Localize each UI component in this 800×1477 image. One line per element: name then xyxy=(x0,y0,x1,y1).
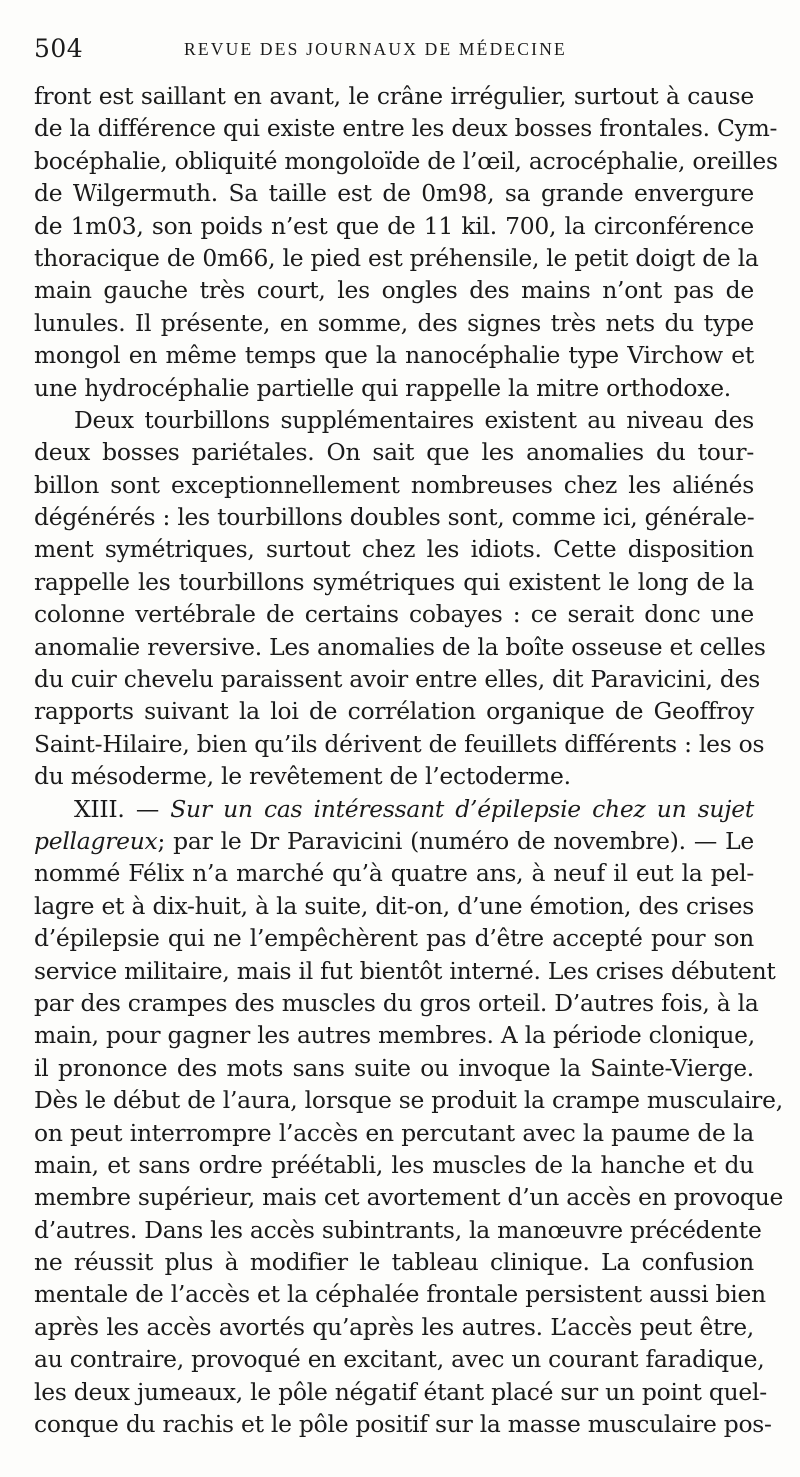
text-line xyxy=(34,922,754,954)
text-segment: dégénérés : les tourbillons doubles sont, comme ici, générale- xyxy=(34,503,755,532)
text-line xyxy=(34,1376,767,1408)
text-line xyxy=(34,307,754,339)
text-segment: conque du rachis et le pôle positif sur la masse musculaire pos- xyxy=(34,1410,772,1439)
text-line xyxy=(34,598,754,630)
text-line xyxy=(34,566,754,598)
text-segment: une hydrocéphalie partielle qui rappelle la mitre orthodoxe. xyxy=(34,373,731,402)
text-segment: main gauche très court, les ongles des mains n’ont pas de xyxy=(34,276,754,305)
text-segment: il prononce des mots sans suite ou invoque la Sainte-Vierge. xyxy=(34,1053,754,1082)
text-segment: XIII. — xyxy=(74,794,171,823)
text-line xyxy=(34,1181,784,1213)
text-segment: de la différence qui existe entre les deux bosses frontales. Cym- xyxy=(34,114,778,143)
text-line xyxy=(34,242,759,274)
text-line xyxy=(34,728,765,760)
text-line xyxy=(34,210,754,242)
text-segment: après les accès avortés qu’après les autres. L’accès peut être, xyxy=(34,1312,754,1341)
text-line xyxy=(34,533,754,565)
text-line xyxy=(34,1117,754,1149)
text-segment: lunules. Il présente, en somme, des signes très nets du type xyxy=(34,308,754,337)
text-line xyxy=(34,1278,766,1310)
text-segment: Deux tourbillons supplémentaires existent au niveau des xyxy=(74,405,754,434)
text-line xyxy=(34,469,754,501)
text-line xyxy=(34,1149,754,1181)
text-line xyxy=(34,695,754,727)
text-segment: Saint-Hilaire, bien qu’ils dérivent de feuillets différents : les os xyxy=(34,729,765,758)
text-segment: de 1m03, son poids n’est que de 11 kil. 700, la circonférence xyxy=(34,211,754,240)
text-segment: on peut interrompre l’accès en percutant avec la paume de la xyxy=(34,1118,754,1147)
text-segment: ment symétriques, surtout chez les idiots. Cette disposition xyxy=(34,535,754,564)
italic-text: pellagreux xyxy=(34,826,158,855)
text-segment: deux bosses pariétales. On sait que les anomalies du tour- xyxy=(34,438,754,467)
text-segment: ne réussit plus à modifier le tableau clinique. La confusion xyxy=(34,1248,754,1277)
text-line xyxy=(34,890,754,922)
text-line xyxy=(34,1408,772,1440)
text-line xyxy=(34,631,766,663)
page-header xyxy=(34,34,774,68)
text-segment: nommé Félix n’a marché qu’à quatre ans, à neuf il eut la pel- xyxy=(34,859,754,888)
text-line xyxy=(34,1343,765,1375)
text-segment: ; par le Dr Paravicini (numéro de novembre). — Le xyxy=(157,826,754,855)
text-segment: du mésoderme, le revêtement de l’ectoderme. xyxy=(34,762,571,791)
italic-text: Sur un cas intéressant d’épilepsie chez un sujet xyxy=(170,794,754,823)
text-line xyxy=(34,987,759,1019)
text-segment: rappelle les tourbillons symétriques qui existent le long de la xyxy=(34,567,754,596)
text-segment: d’épilepsie qui ne l’empêchèrent pas d’être accepté pour son xyxy=(34,924,754,953)
text-segment: au contraire, provoqué en excitant, avec un courant faradique, xyxy=(34,1345,765,1374)
page-number: 504 xyxy=(34,34,84,63)
text-line xyxy=(34,436,754,468)
text-segment: membre supérieur, mais cet avortement d’un accès en provoque xyxy=(34,1183,784,1212)
text-line xyxy=(34,404,754,436)
text-line xyxy=(34,80,754,112)
text-segment: bocéphalie, obliquité mongoloïde de l’œil, acrocéphalie, oreilles xyxy=(34,146,778,175)
text-line xyxy=(34,1311,754,1343)
text-line xyxy=(34,1084,783,1116)
text-segment: billon sont exceptionnellement nombreuses chez les aliénés xyxy=(34,470,754,499)
text-line xyxy=(34,793,754,825)
text-segment: front est saillant en avant, le crâne irrégulier, surtout à cause xyxy=(34,82,754,110)
body-text xyxy=(34,80,784,1440)
text-segment: Dès le début de l’aura, lorsque se produit la crampe musculaire, xyxy=(34,1086,783,1115)
text-segment: main, pour gagner les autres membres. A la période clonique, xyxy=(34,1021,755,1050)
text-line xyxy=(34,1214,762,1246)
text-segment: main, et sans ordre préétabli, les muscles de la hanche et du xyxy=(34,1150,754,1179)
text-segment: anomalie reversive. Les anomalies de la boîte osseuse et celles xyxy=(34,632,766,661)
text-segment: colonne vertébrale de certains cobayes : ce serait donc une xyxy=(34,600,754,629)
text-line xyxy=(34,501,754,533)
text-segment: mongol en même temps que la nanocéphalie type Virchow et xyxy=(34,341,754,370)
text-line xyxy=(34,339,754,371)
text-segment: rapports suivant la loi de corrélation organique de Geoffroy xyxy=(34,697,754,726)
text-line xyxy=(34,760,754,792)
text-line xyxy=(34,955,776,987)
text-segment: par des crampes des muscles du gros orteil. D’autres fois, à la xyxy=(34,988,759,1017)
text-segment: thoracique de 0m66, le pied est préhensile, le petit doigt de la xyxy=(34,243,759,272)
text-segment: du cuir chevelu paraissent avoir entre elles, dit Paravicini, des xyxy=(34,665,760,694)
running-head: REVUE DES JOURNAUX DE MÉDECINE xyxy=(184,39,567,59)
text-segment: d’autres. Dans les accès subintrants, la manœuvre précédente xyxy=(34,1215,762,1244)
text-segment: de Wilgermuth. Sa taille est de 0m98, sa grande envergure xyxy=(34,179,754,208)
text-segment: mentale de l’accès et la céphalée frontale persistent aussi bien xyxy=(34,1280,766,1309)
text-line xyxy=(34,274,754,306)
text-line xyxy=(34,372,754,404)
text-line xyxy=(34,1019,754,1051)
text-line xyxy=(34,112,778,144)
text-line xyxy=(34,177,754,209)
text-line xyxy=(34,1246,754,1278)
text-line xyxy=(34,145,778,177)
text-line xyxy=(34,857,754,889)
text-segment: service militaire, mais il fut bientôt interné. Les crises débutent xyxy=(34,956,776,985)
text-segment: lagre et à dix-huit, à la suite, dit-on, d’une émotion, des crises xyxy=(34,891,754,920)
text-line xyxy=(34,1052,754,1084)
text-segment: les deux jumeaux, le pôle négatif étant placé sur un point quel- xyxy=(34,1377,767,1406)
text-line xyxy=(34,663,760,695)
text-line xyxy=(34,825,754,857)
